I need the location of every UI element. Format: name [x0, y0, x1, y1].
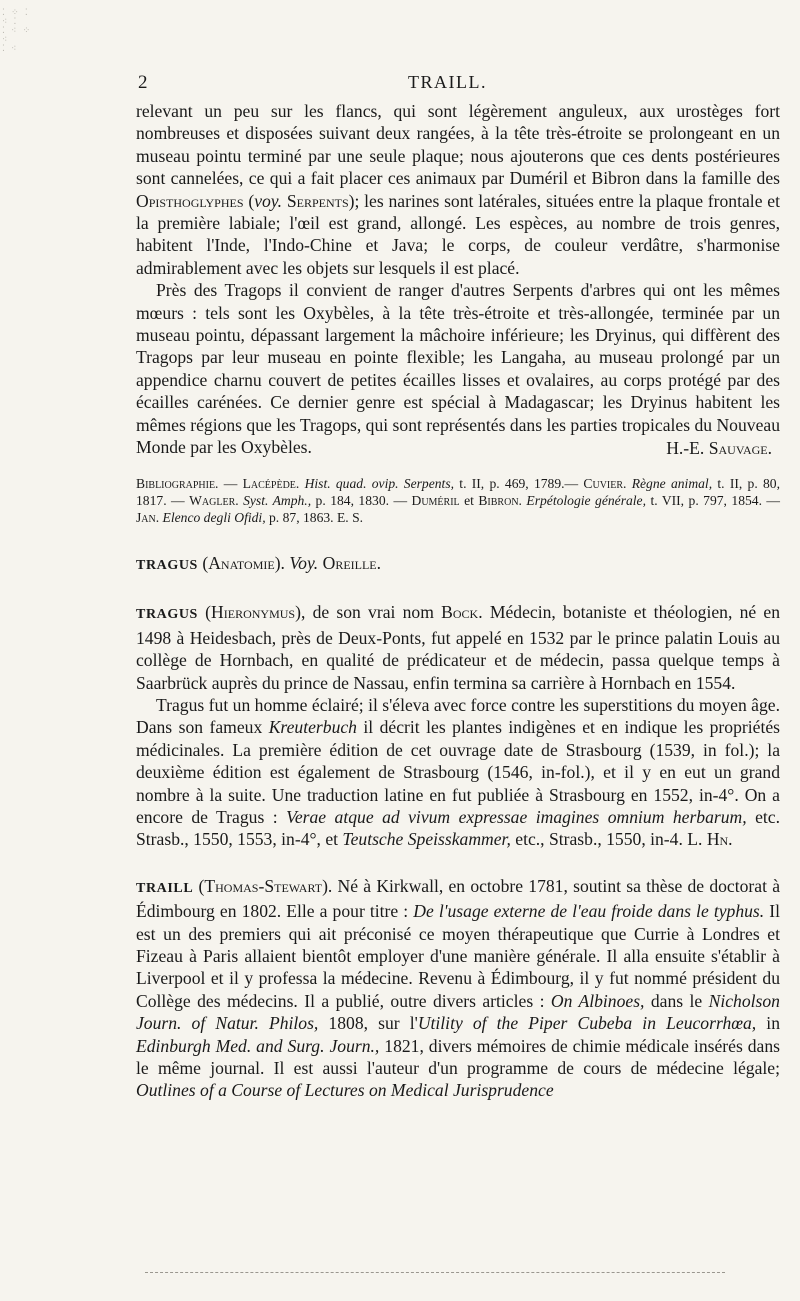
family-name: Opisthoglyphes: [136, 190, 244, 211]
bibliography-label: Bibliographie.: [136, 475, 219, 491]
bibliography: Bibliographie. — Lacépède. Hist. quad. ovip. Serpents, t. II, p. 469, 1789.— Cuvier. Règne animal, t. II, p. 80, 1817. — Wagler. Syst. Amph., p. 184, 1830. — Duméril et Bibron. Erpétologie générale, t. VII, p. 797, 1854. — Jan. Elenco degli Ofidi, p. 87, 1863. E. S.: [136, 475, 781, 525]
cross-reference-serpents: Serpents: [286, 190, 349, 211]
author-signature: H.-E. Sauvage.: [666, 437, 772, 458]
entry-traill: TRAILL (Thomas-Stewart). Né à Kirkwall, en octobre 1781, soutint sa thèse de doctorat à Édimbourg en 1802. Elle a pour titre : De l'usage externe de l'eau froide dans le typhus. Il est un des premiers qui ait préconisé ce moyen thérapeutique que Currie à Londres et Fizeau à Paris allaient bientôt employer d'une manière générale. Il alla ensuite s'établir à Liverpool et il y professa la médecine. Revenu à Édimbourg, il y fut nommé président du Collège des médecins. Il a publié, outre divers articles : On Albinoes, dans le Nicholson Journ. of Natur. Philos, 1808, sur l'Utility of the Piper Cubeba in Leucorrhœa, in Edinburgh Med. and Surg. Journ., 1821, divers mémoires de chimie médicale insérés dans le même journal. Il est aussi l'auteur d'un programme de cours de médecine légale; Outlines of a Course of Lectures on Medical Jurisprudence: [136, 875, 780, 1101]
headword: TRAGUS: [136, 607, 198, 623]
page-header: [138, 72, 778, 98]
entry-tragus-hieronymus: TRAGUS (Hieronymus), de son vrai nom Bock. Médecin, botaniste et théologien, né en 1498 à Heidesbach, près de Deux-Ponts, fut appelé en 1532 par le prince palatin Louis au collège de Hornbach, en qualité de prédicateur et de médecin, passa quelque temps à Saarbrück auprès du prince de Nassau, enfin termina sa carrière à Hornbach en 1554.: [136, 602, 780, 693]
tragus-paragraph-2: Tragus fut un homme éclairé; il s'éleva avec force contre les superstitions du moyen âge. Dans son fameux Kreuterbuch il décrit les plantes indigènes et en indique les propriétés médicinales. La première édition de cet ouvrage date de Strasbourg (1539, in fol.); la deuxième édition est également de Strasbourg (1546, in-fol.), et il y en eut un grand nombre à la suite. Une traduction latine en fut publiée à Strasbourg en 1552, in-4°. On a encore de Tragus : Verae atque ad vivum expressae imagines omnium herbarum, etc. Strasb., 1550, 1553, in-4°, et Teutsche Speisskammer, etc., Strasb., 1550, in-4. L. Hn.: [136, 694, 780, 850]
tragops-paragraph-2: Près des Tragops il convient de ranger d'autres Serpents d'arbres qui ont les mêmes mœurs : tels sont les Oxybèles, à la tête très-étroite et très-allongée, terminée par un museau pointu, dépassant largement la mâchoire inférieure; les Dryinus, qui diffèrent des Tragops par leur museau en pointe flexible; les Langaha, au museau prolongé par un appendice charnu couvert de petites écailles lisses et ovalaires, au corps protégé par des écailles carénées. Ce dernier genre est spécial à Madagascar; les Dryinus habitent les mêmes régions que les Tragops, qui sont représentés dans les parties tropicales du Nouveau Monde par les Oxybèles.: [136, 280, 780, 458]
tragops-paragraph-1: relevant un peu sur les flancs, qui sont légèrement anguleux, aux urostèges fort nombreuses et disposées suivant deux rangées, à la tête très-étroite se prolongeant en un museau pointu terminé par une seule plaque; nous ajouterons que ces dents postérieures sont cannelées, ce qui a fait placer ces animaux par Duméril et Bibron dans la famille des Opisthoglyphes (voy. Serpents); les narines sont latérales, situées entre la plaque frontale et la première labiale; l'œil est grand, allongé. Les espèces, au nombre de trois genres, habitent l'Inde, l'Indo-Chine et Java; le corps, de couleur verdâtre, s'harmonise admirablement avec les objets sur lesquels il est placé.: [136, 101, 780, 278]
page-number: 2: [138, 72, 148, 93]
entry-tragus-anatomie: TRAGUS (Anatomie). Voy. Oreille.: [136, 552, 382, 573]
headword: TRAGUS: [136, 557, 198, 573]
running-title: TRAILL.: [408, 72, 487, 92]
headword: TRAILL: [136, 880, 194, 896]
scan-margin-specks: ⁚ ⁘ ⁚ ⁖ ⁚ ⁚ ⁖ ⁘ ⁖ ⁚ ⁖: [2, 7, 33, 53]
footer-rule: [145, 1272, 725, 1273]
page-body: [136, 100, 780, 1102]
author-signature: Hn.: [706, 829, 733, 850]
cross-reference-oreille: Oreille.: [322, 552, 382, 573]
see-reference: voy.: [254, 190, 283, 211]
